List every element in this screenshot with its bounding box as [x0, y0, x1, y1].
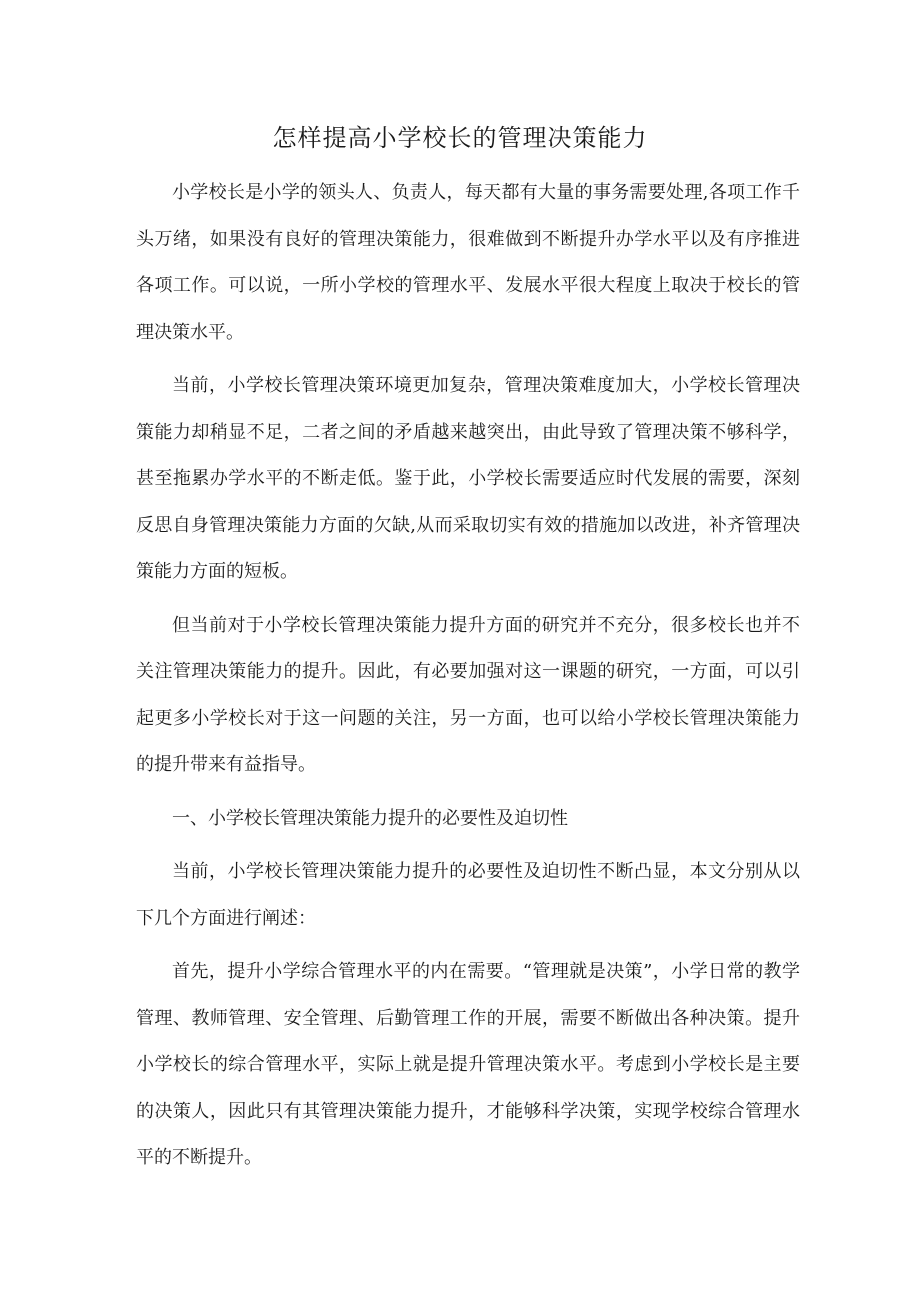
document-body — [136, 170, 800, 1189]
paragraph-first-point: 首先，提升小学综合管理水平的内在需要。“管理就是决策”，小学日常的教学管理、教师管理、安全管理、后勤管理工作的开展，需要不断做出各种决策。提升小学校长的综合管理水平，实际上就是提升管理决策水平。考虑到小学校长是主要的决策人，因此只有其管理决策能力提升，才能够科学决策，实现学校综合管理水平的不断提升。 — [136, 961, 800, 1168]
paragraph-research-need: 但当前对于小学校长管理决策能力提升方面的研究并不充分，很多校长也并不关注管理决策能力的提升。因此，有必要加强对这一课题的研究，一方面，可以引起更多小学校长对于这一问题的关注，另一方面，也可以给小学校长管理决策能力的提升带来有益指导。 — [136, 614, 800, 775]
paragraph-intro: 小学校长是小学的领头人、负责人，每天都有大量的事务需要处理,各项工作千头万绪，如果没有良好的管理决策能力，很难做到不断提升办学水平以及有序推进各项工作。可以说，一所小学校的管理水平、发展水平很大程度上取决于校长的管理决策水平。 — [136, 182, 800, 343]
document-title: 怎样提高小学校长的管理决策能力 — [272, 124, 648, 152]
section-heading-1: 一、小学校长管理决策能力提升的必要性及迫切性 — [172, 807, 568, 829]
paragraph-current-situation: 当前，小学校长管理决策环境更加复杂，管理决策难度加大，小学校长管理决策能力却稍显不足，二者之间的矛盾越来越突出，由此导致了管理决策不够科学，甚至拖累办学水平的不断走低。鉴于此，小学校长需要适应时代发展的需要，深刻反思自身管理决策能力方面的欠缺,从而采取切实有效的措施加以改进，补齐管理决策能力方面的短板。 — [136, 375, 800, 582]
paragraph-section-intro: 当前，小学校长管理决策能力提升的必要性及迫切性不断凸显，本文分别从以下几个方面进行阐述： — [136, 861, 800, 929]
